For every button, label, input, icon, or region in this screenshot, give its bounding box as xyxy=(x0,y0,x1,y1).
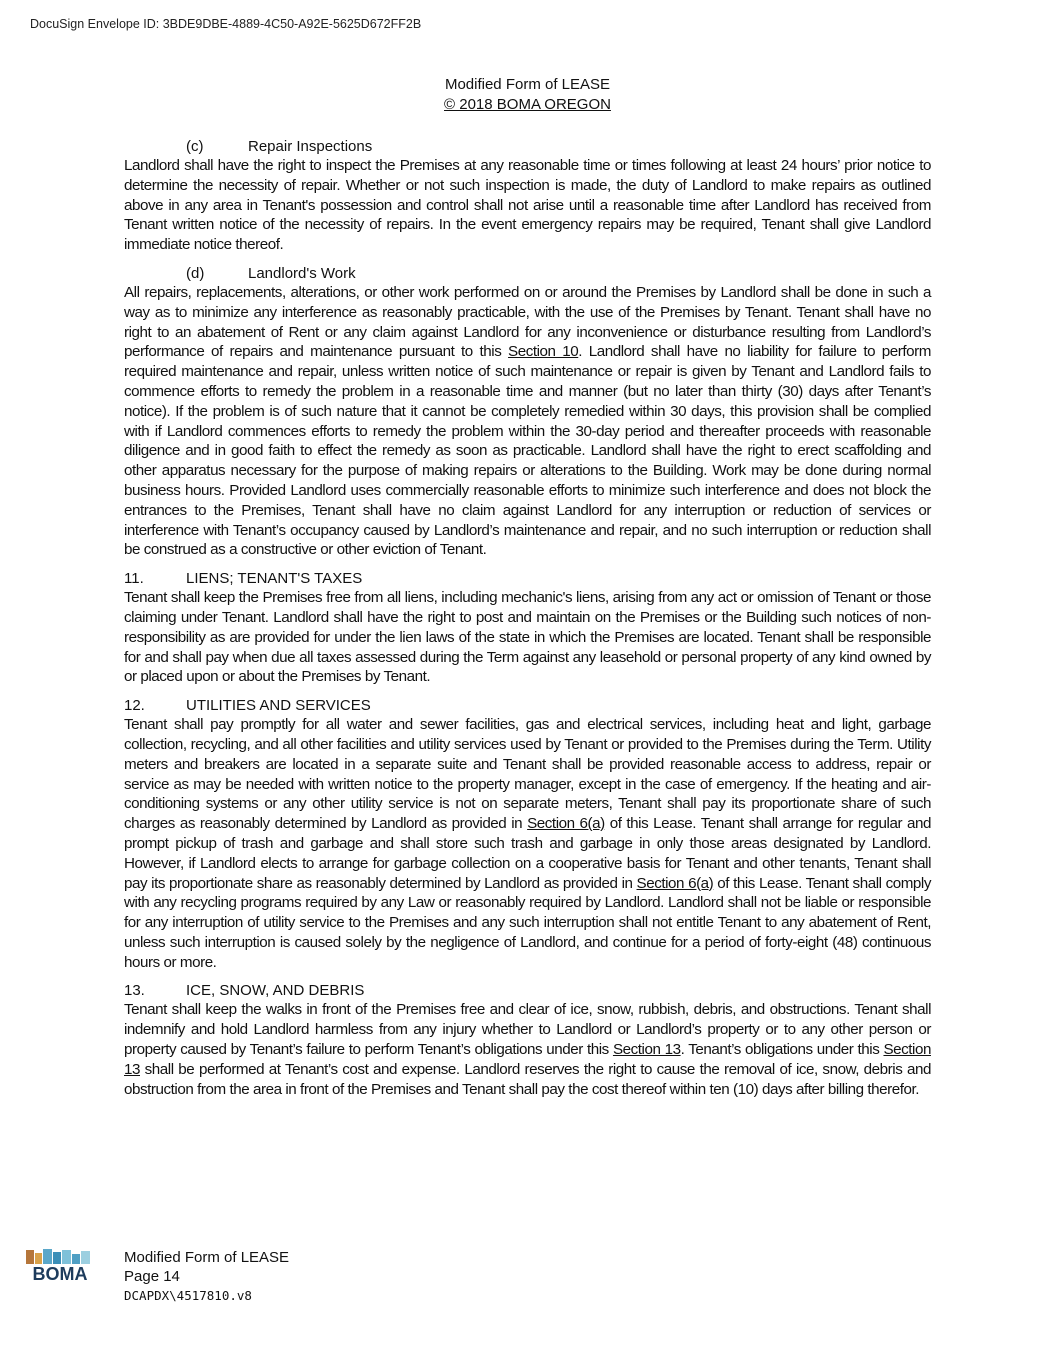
section-12-text-2: of this Lease. Tenant shall arrange for regular and prompt pickup of trash and garbage and shall store such trash and garbage in only those areas designated by Landlord. However, if Landlord elects to arrange for garbage collection on a cooperative basis for Tenant and other tenants, Tenant shall pay its proportionate share as reasonably determined by Landlord as provided in xyxy=(124,815,931,892)
section-13-reference-2: Section 13 xyxy=(124,1041,931,1078)
section-13-text-1: Tenant shall keep the walks in front of the Premises free and clear of ice, snow, rubbish, debris, and obstructions. Tenant shall indemnify and hold Landlord harmless from any injury whether to Landlord or Landlord’s property or to any other person or property caused by Tenant’s failure to perform Tenant’s obligations under this xyxy=(124,1001,931,1059)
section-11-title: LIENS; TENANT'S TAXES xyxy=(186,570,363,588)
section-6a-reference-2: Section 6(a) xyxy=(636,874,714,892)
boma-logo xyxy=(24,1248,98,1288)
section-13-body xyxy=(124,1000,931,1099)
section-11-heading xyxy=(124,569,931,588)
section-12-text-1: Tenant shall pay promptly for all water and sewer facilities, gas and electrical services, including heat and light, garbage collection, recycling, and all other facilities and utility services used by Tenant or provided to the Premises during the Term. Utility meters and breakers are located in a separate suite and Tenant shall be provided reasonable access to address, repair or service as may be needed with written notice to the property manager, except in the case of emergency. If the heating and air-conditioning systems or any other utility service is not on separate meters, Tenant shall pay its proportionate share of such charges as reasonably determined by Landlord as provided in xyxy=(124,716,931,833)
footer-title: Modified Form of LEASE xyxy=(124,1249,290,1266)
section-d-title: Landlord's Work xyxy=(248,264,356,282)
section-13-text-3: shall be performed at Tenant’s cost and expense. Landlord reserves the right to cause the removal of ice, snow, debris and obstruction from the area in front of the Premises and Tenant shall pay the cost thereof within ten (10) days after billing therefor. xyxy=(124,1060,931,1098)
page-footer xyxy=(124,1248,289,1305)
section-12-label: 12. xyxy=(124,697,145,715)
section-13-reference: Section 13 xyxy=(612,1041,681,1059)
footer-doc-code: DCAPDX\4517810.v8 xyxy=(124,1288,252,1303)
header-title: Modified Form of LEASE xyxy=(444,76,611,93)
section-11-label: 11. xyxy=(124,570,144,588)
section-13-heading xyxy=(124,981,931,1000)
section-11-body: Tenant shall keep the Premises free from all liens, including mechanic's liens, arising from any act or omission of Tenant or those claiming under Tenant. Landlord shall have the right to post and maintain on the Premises or the Building such notices of non-responsibility as are provided for under the lien laws of the state in which the Premises are located. Tenant shall be responsible for and shall pay when due all taxes assessed during the Term against any leasehold or personal property of any kind owned by or placed upon or about the Premises by Tenant. xyxy=(124,589,931,686)
section-c-label: (c) xyxy=(186,138,204,155)
section-c-body: Landlord shall have the right to inspect the Premises at any reasonable time or times following at least 24 hours’ prior notice to determine the necessity of repair. Whether or not such inspection is made, the duty of Landlord to make repairs as outlined above in any area in Tenant's possession and control shall not arise until a reasonable time after Landlord has received from Tenant written notice of the necessity of repairs. In the event emergency repairs may be required, Tenant shall give Landlord immediate notice thereof. xyxy=(124,157,931,254)
section-c-heading xyxy=(124,137,931,156)
section-c-title: Repair Inspections xyxy=(248,138,373,155)
lease-body xyxy=(124,137,931,1108)
section-d-label: (d) xyxy=(186,264,205,282)
section-d-heading xyxy=(124,264,931,283)
header-copyright: © 2018 BOMA OREGON xyxy=(444,96,611,113)
section-10-reference: Section 10 xyxy=(508,343,579,361)
section-13-text-2: . Tenant’s obligations under this xyxy=(680,1041,884,1059)
section-d-text-2: . Landlord shall have no liability for failure to perform required maintenance and repair, unless written notice of such maintenance or repair is given by Tenant and Landlord fails to commence efforts to remedy the problem in a reasonable time and manner (but no later than thirty (30) days after Tenant’s notice). If the problem is of such nature that it cannot be completely remedied within 30 days, this provision shall be complied with if Landlord commences efforts to remedy the problem within the 30-day period and thereafter proceeds with reasonable diligence and in good faith to effect the remedy as soon as practicable. Landlord shall have the right to erect scaffolding and other apparatus necessary for the purpose of making repairs or alterations to the Building. Work may be done during normal business hours. Provided Landlord uses commercially reasonable efforts to minimize such interference and does not block the entrances to the Premises, Tenant shall have no claim against Landlord for any interruption or reduction of services or interference with Tenant’s occupancy caused by Landlord’s maintenance and repair, and no such interruption or reduction shall be construed as a constructive or other eviction of Tenant. xyxy=(124,343,931,559)
section-6a-reference: Section 6(a) xyxy=(527,815,605,833)
section-13-label: 13. xyxy=(124,982,145,1000)
section-13-title: ICE, SNOW, AND DEBRIS xyxy=(186,982,365,1000)
section-12-body xyxy=(124,715,931,972)
section-12-text-3: of this Lease. Tenant shall comply with any recycling programs required by any Law or reasonably required by Landlord. Landlord shall not be liable or responsible for any interruption of utility service to the Premises and any such interruption shall not entitle Tenant to any abatement of Rent, unless such interruption is caused solely by the negligence of Landlord, and continue for a period of forty-eight (48) continuous hours or more. xyxy=(124,874,931,971)
section-d-body xyxy=(124,283,931,560)
section-12-title: UTILITIES AND SERVICES xyxy=(186,697,371,715)
footer-page-number: Page 14 xyxy=(124,1268,180,1285)
docusign-envelope-id: DocuSign Envelope ID: 3BDE9DBE-4889-4C50-A92E-5625D672FF2B xyxy=(30,17,422,31)
boma-logo-text: BOMA xyxy=(32,1264,88,1284)
section-12-heading xyxy=(124,696,931,715)
section-d-text-1: All repairs, replacements, alterations, or other work performed on or around the Premises by Landlord shall be done in such a way as to minimize any interference as reasonably practicable, with the use of the Premises by Tenant. Tenant shall have no right to an abatement of Rent or any claim against Landlord for any inconvenience or disturbance resulting from Landlord’s performance of repairs and maintenance pursuant to this xyxy=(124,283,931,361)
